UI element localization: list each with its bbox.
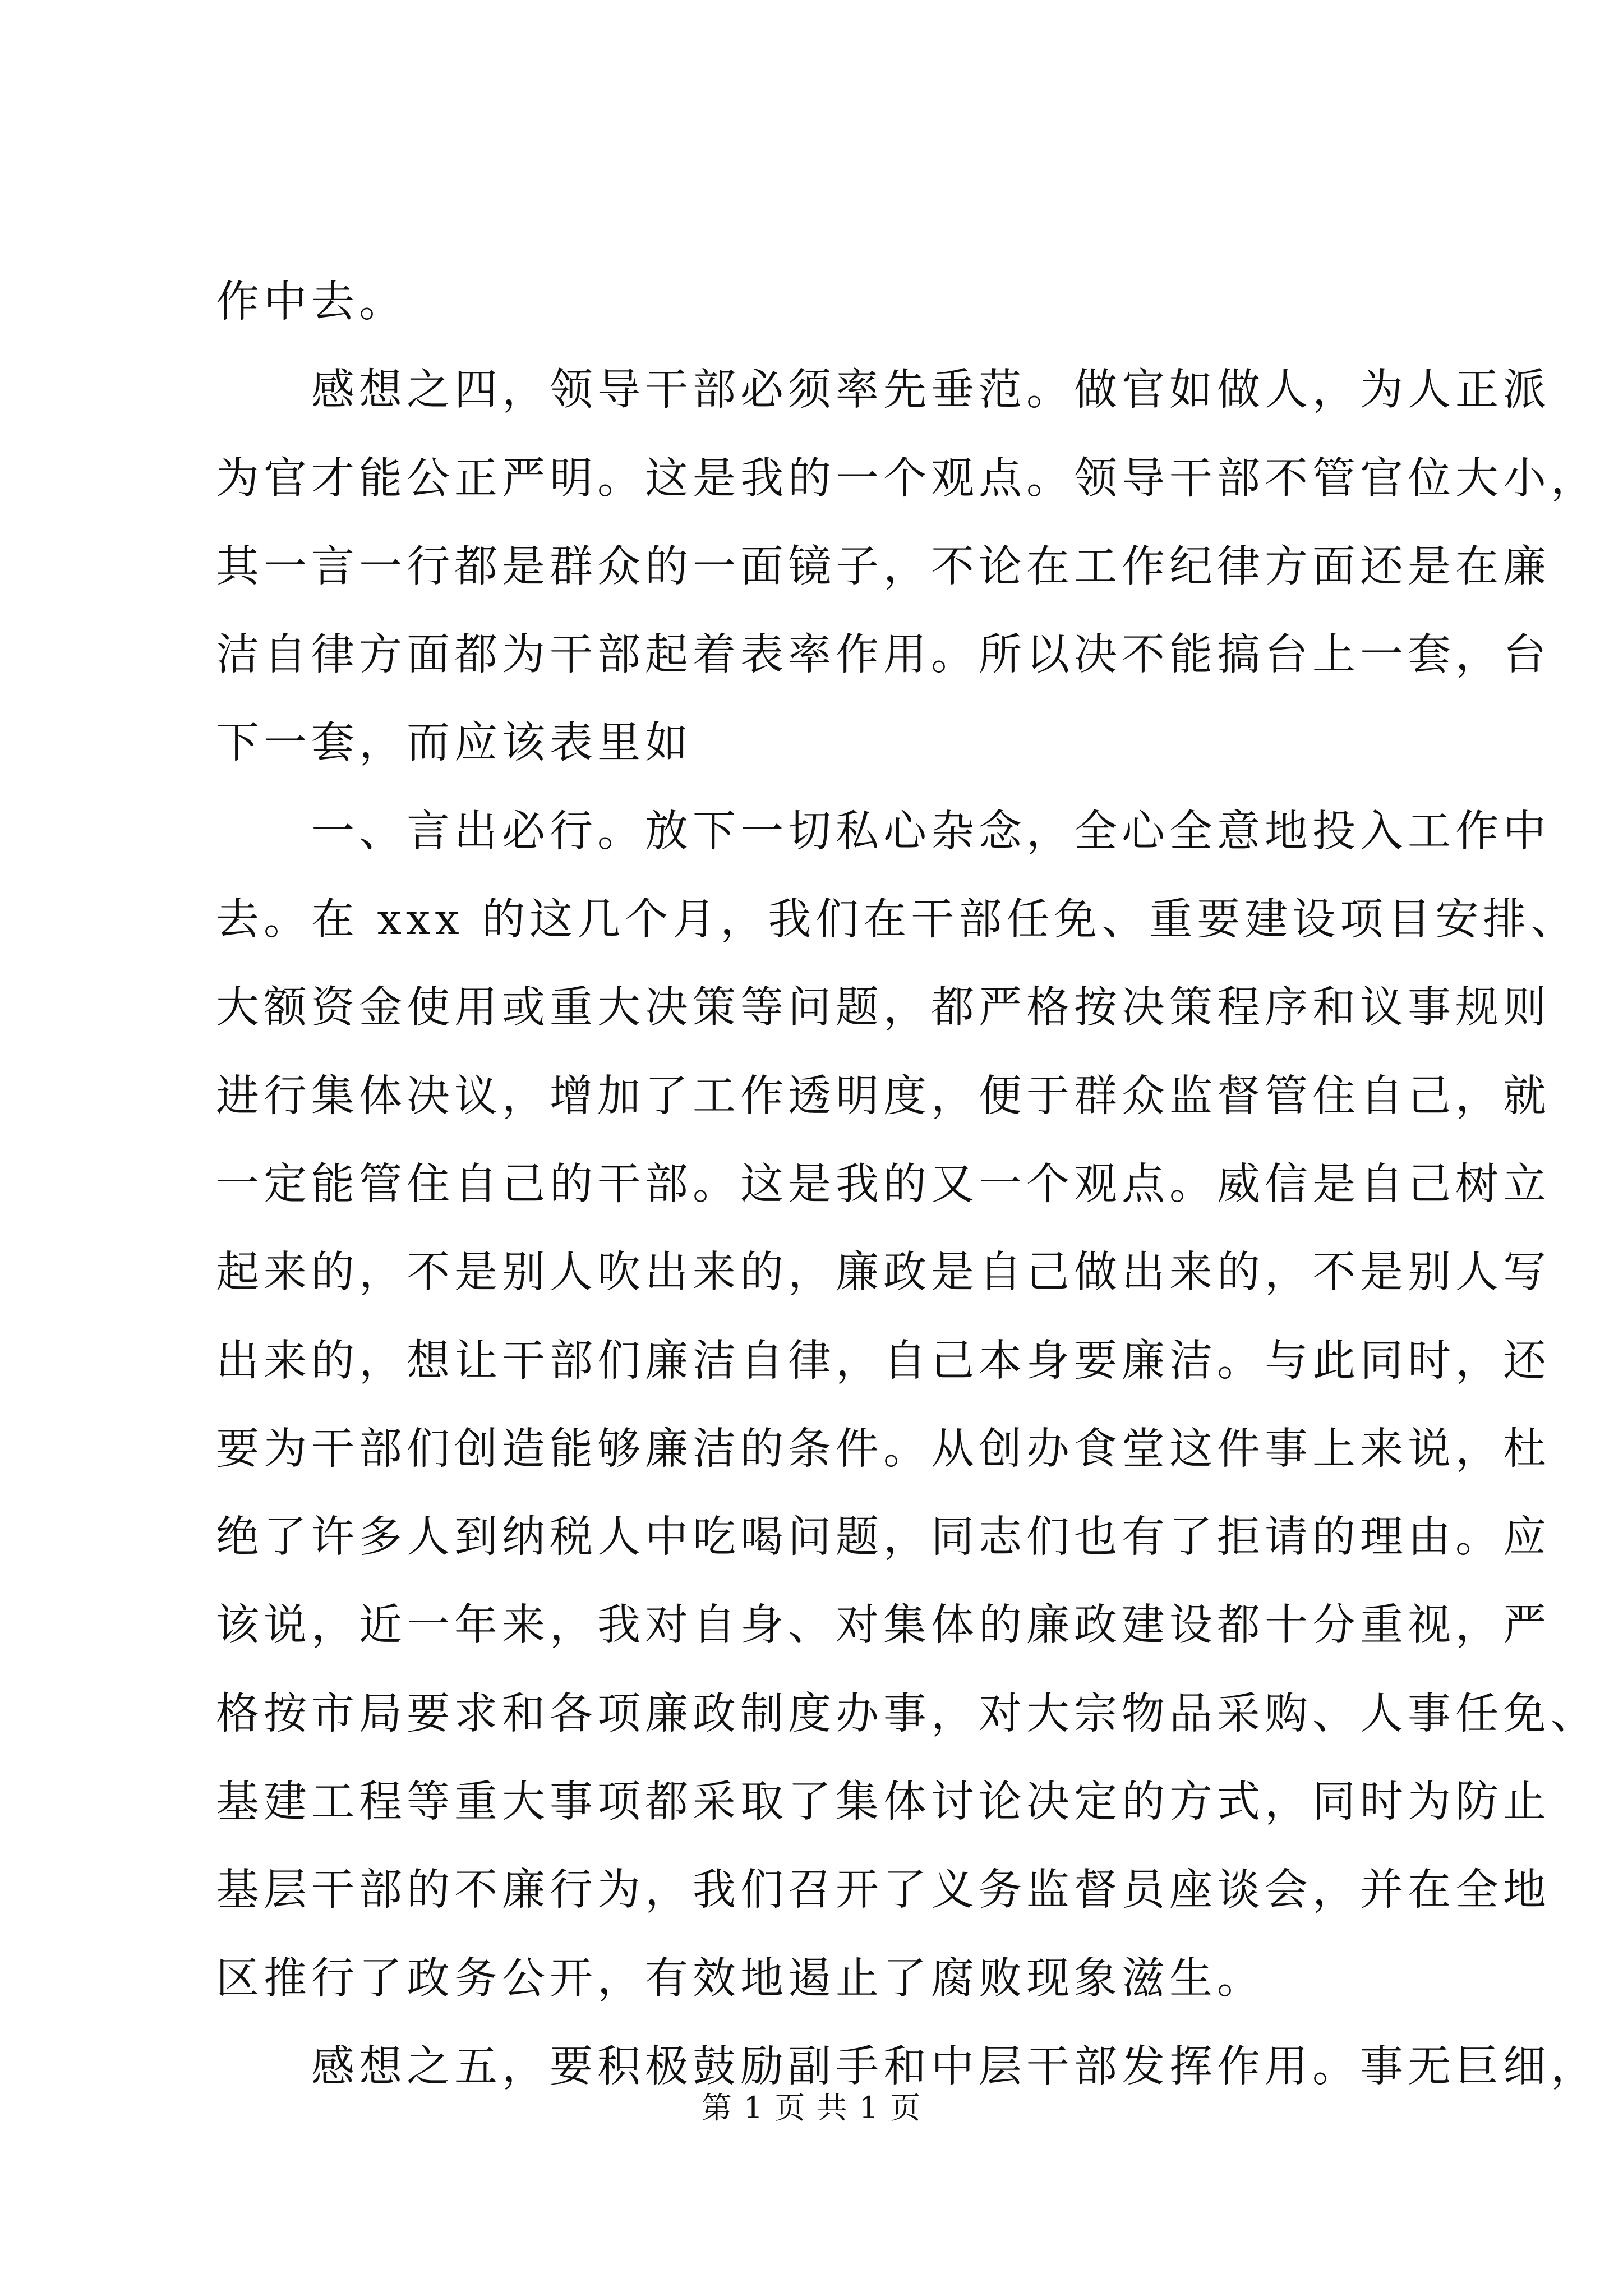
text-line: 起来的，不是别人吹出来的，廉政是自己做出来的，不是别人写 (216, 1248, 1551, 1298)
text-line: 格按市局要求和各项廉政制度办事，对大宗物品采购、人事任免、 (216, 1688, 1598, 1739)
text-line: 基建工程等重大事项都采取了集体讨论决定的方式，同时为防止 (216, 1777, 1551, 1828)
text-line: 感想之四，领导干部必须率先垂范。做官如做人，为人正派 (216, 365, 1551, 416)
text-line: 区推行了政务公开，有效地遏止了腐败现象滋生。 (216, 1953, 1265, 2004)
text-line: 去。在 xxx 的这几个月，我们在干部任免、重要建设项目安排、 (216, 895, 1579, 945)
document-body (216, 258, 1598, 2111)
page-number-footer: 第 1 页 共 1 页 (701, 2090, 922, 2125)
text-line: 该说，近一年来，我对自身、对集体的廉政建设都十分重视，严 (216, 1600, 1551, 1651)
text-line: 进行集体决议，增加了工作透明度，便于群众监督管住自己，就 (216, 1071, 1551, 1121)
text-line: 其一言一行都是群众的一面镜子，不论在工作纪律方面还是在廉 (216, 541, 1551, 592)
text-line: 要为干部们创造能够廉洁的条件。从创办食堂这件事上来说，杜 (216, 1424, 1551, 1474)
text-line: 一、言出必行。放下一切私心杂念，全心全意地投入工作中 (216, 806, 1551, 857)
text-line: 绝了许多人到纳税人中吃喝问题，同志们也有了拒请的理由。应 (216, 1512, 1551, 1563)
text-line: 下一套，而应该表里如 (216, 718, 693, 769)
text-line: 大额资金使用或重大决策等问题，都严格按决策程序和议事规则 (216, 983, 1551, 1033)
text-line: 感想之五，要积极鼓励副手和中层干部发挥作用。事无巨细， (216, 2041, 1598, 2092)
text-line: 洁自律方面都为干部起着表率作用。所以决不能搞台上一套，台 (216, 630, 1551, 680)
text-line: 一定能管住自己的干部。这是我的又一个观点。威信是自己树立 (216, 1159, 1551, 1209)
text-line: 出来的，想让干部们廉洁自律，自己本身要廉洁。与此同时，还 (216, 1336, 1551, 1386)
text-line: 基层干部的不廉行为，我们召开了义务监督员座谈会，并在全地 (216, 1865, 1551, 1916)
text-line: 为官才能公正严明。这是我的一个观点。领导干部不管官位大小， (216, 453, 1598, 504)
text-line: 作中去。 (216, 277, 407, 327)
